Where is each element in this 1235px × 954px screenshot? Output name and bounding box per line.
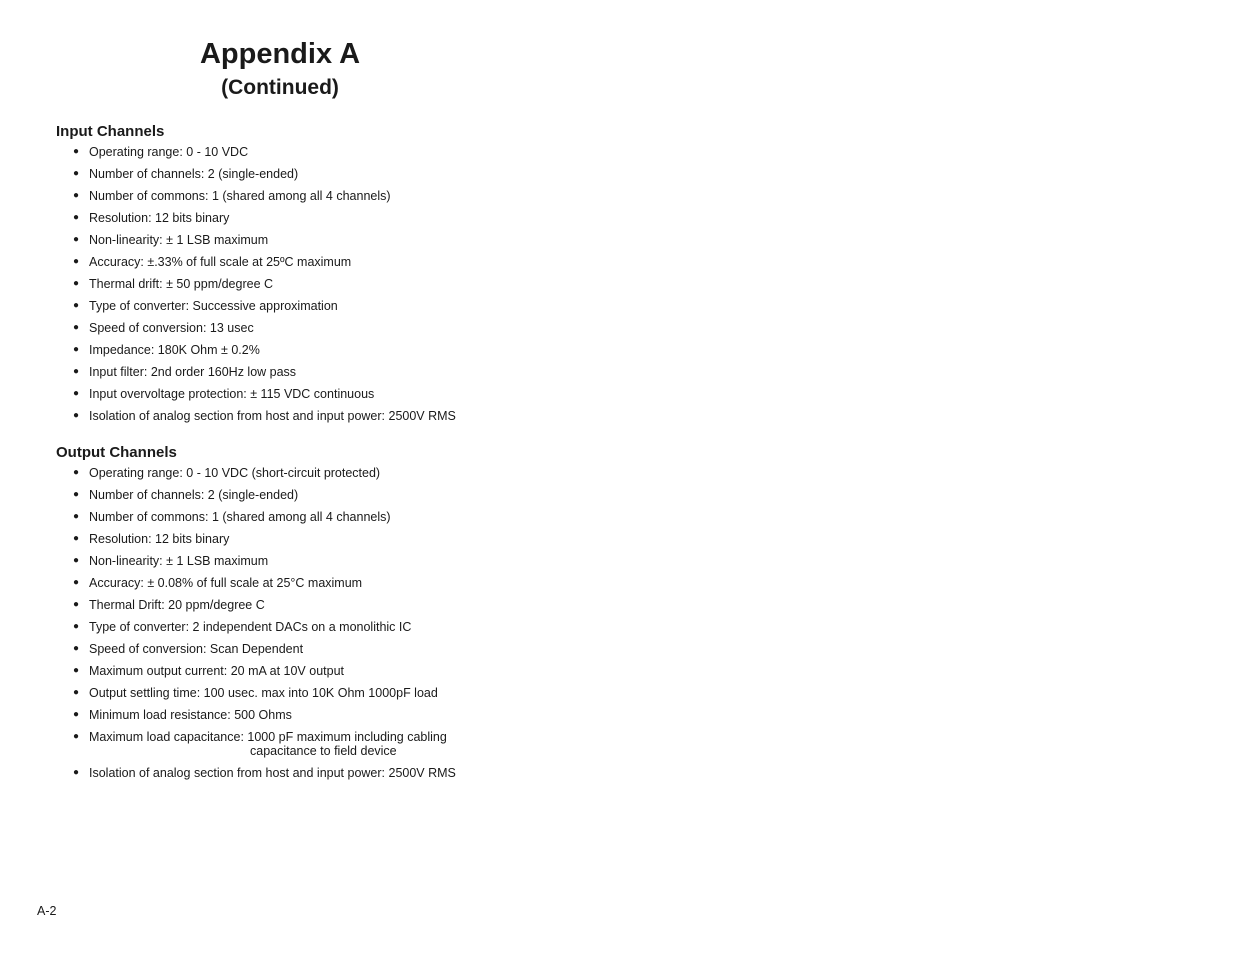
- output-spec-conversion-speed: ● Speed of conversion: Scan Dependent: [73, 642, 304, 656]
- input-spec-commons: ● Number of commons: 1 (shared among all 4 channels): [73, 189, 391, 203]
- bullet-icon: ●: [73, 665, 80, 676]
- output-spec-max-current: ● Maximum output current: 20 mA at 10V output: [73, 664, 344, 678]
- bullet-icon: ●: [73, 489, 80, 500]
- input-spec-operating-range: ● Operating range: 0 - 10 VDC: [73, 145, 249, 159]
- input-channels-heading: Input Channels: [56, 123, 165, 140]
- bullet-icon: ●: [73, 146, 80, 157]
- input-spec-accuracy: ● Accuracy: ±.33% of full scale at 25ºC maximum: [73, 255, 352, 269]
- output-channels-list: [0, 466, 456, 788]
- output-spec-resolution: ● Resolution: 12 bits binary: [73, 532, 230, 546]
- bullet-icon: ●: [73, 555, 80, 566]
- bullet-icon: ●: [73, 709, 80, 720]
- bullet-icon: ●: [73, 467, 80, 478]
- bullet-icon: ●: [73, 388, 80, 399]
- input-spec-thermal-drift: ● Thermal drift: ± 50 ppm/degree C: [73, 277, 274, 291]
- bullet-icon: ●: [73, 687, 80, 698]
- input-spec-conversion-speed: ● Speed of conversion: 13 usec: [73, 321, 254, 335]
- input-channels-list: [0, 145, 456, 431]
- input-spec-isolation: ● Isolation of analog section from host and input power: 2500V RMS: [73, 409, 456, 423]
- output-spec-non-linearity: ● Non-linearity: ± 1 LSB maximum: [73, 554, 269, 568]
- bullet-icon: ●: [73, 731, 80, 742]
- output-spec-settling-time: ● Output settling time: 100 usec. max into 10K Ohm 1000pF load: [73, 686, 438, 700]
- bullet-icon: ●: [73, 300, 80, 311]
- bullet-icon: ●: [73, 643, 80, 654]
- bullet-icon: ●: [73, 366, 80, 377]
- bullet-icon: ●: [73, 256, 80, 267]
- output-spec-commons: ● Number of commons: 1 (shared among all 4 channels): [73, 510, 391, 524]
- bullet-icon: ●: [73, 767, 80, 778]
- bullet-icon: ●: [73, 322, 80, 333]
- input-spec-non-linearity: ● Non-linearity: ± 1 LSB maximum: [73, 233, 269, 247]
- bullet-icon: ●: [73, 410, 80, 421]
- output-spec-max-capacitance: ● Maximum load capacitance: 1000 pF maximum including cabling capacitance to field device: [0, 730, 456, 758]
- output-spec-thermal-drift: ● Thermal Drift: 20 ppm/degree C: [73, 598, 265, 612]
- page-subtitle: (Continued): [221, 76, 339, 99]
- input-spec-converter-type: ● Type of converter: Successive approximation: [73, 299, 338, 313]
- page-number: A-2: [37, 904, 57, 918]
- output-spec-operating-range: ● Operating range: 0 - 10 VDC (short-circuit protected): [73, 466, 381, 480]
- bullet-icon: ●: [73, 190, 80, 201]
- output-spec-min-load: ● Minimum load resistance: 500 Ohms: [73, 708, 292, 722]
- bullet-icon: ●: [73, 533, 80, 544]
- input-spec-channels: ● Number of channels: 2 (single-ended): [73, 167, 299, 181]
- bullet-icon: ●: [73, 344, 80, 355]
- bullet-icon: ●: [73, 212, 80, 223]
- input-spec-resolution: ● Resolution: 12 bits binary: [73, 211, 230, 225]
- bullet-icon: ●: [73, 599, 80, 610]
- output-channels-heading: Output Channels: [56, 444, 177, 461]
- bullet-icon: ●: [73, 234, 80, 245]
- bullet-icon: ●: [73, 577, 80, 588]
- page-title: Appendix A: [199, 38, 361, 70]
- capacitance-continuation: capacitance to field device: [250, 744, 397, 758]
- bullet-icon: ●: [73, 278, 80, 289]
- bullet-icon: ●: [73, 511, 80, 522]
- bullet-icon: ●: [73, 168, 80, 179]
- input-spec-impedance: ● Impedance: 180K Ohm ± 0.2%: [73, 343, 260, 357]
- output-spec-isolation: ● Isolation of analog section from host and input power: 2500V RMS: [73, 766, 456, 780]
- input-spec-overvoltage: ● Input overvoltage protection: ± 115 VDC continuous: [73, 387, 375, 401]
- output-spec-accuracy: ● Accuracy: ± 0.08% of full scale at 25°C maximum: [73, 576, 363, 590]
- output-spec-channels: ● Number of channels: 2 (single-ended): [73, 488, 299, 502]
- output-spec-converter-type: ● Type of converter: 2 independent DACs on a monolithic IC: [73, 620, 412, 634]
- bullet-icon: ●: [73, 621, 80, 632]
- input-spec-filter: ● Input filter: 2nd order 160Hz low pass: [73, 365, 297, 379]
